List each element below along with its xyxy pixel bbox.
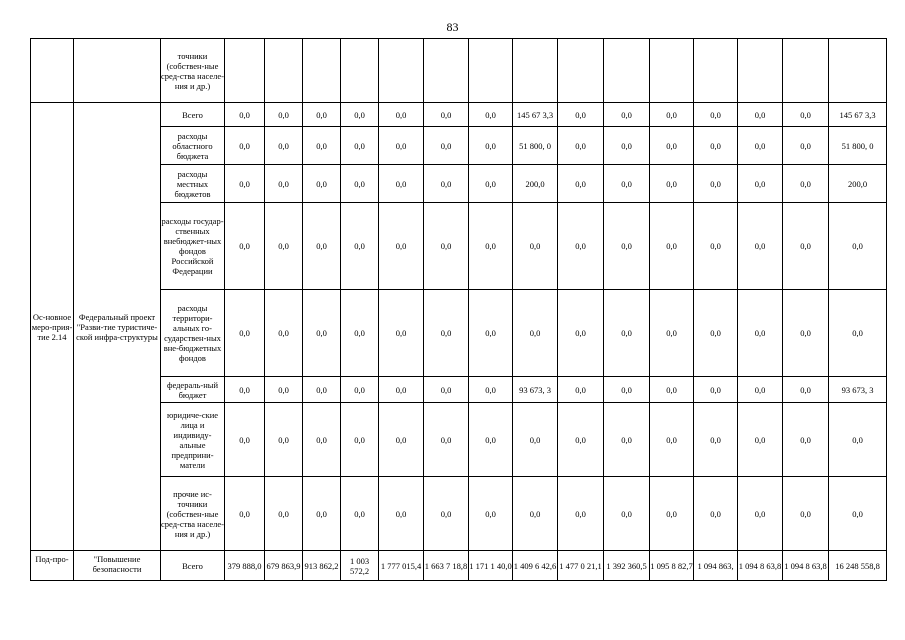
value-cell: 0,0 [604, 290, 650, 377]
value-cell: 0,0 [341, 403, 379, 477]
value-cell: 0,0 [694, 403, 738, 477]
value-cell: 0,0 [424, 103, 469, 127]
value-cell: 0,0 [829, 477, 887, 551]
value-cell: 0,0 [650, 165, 694, 203]
value-cell-empty [513, 39, 558, 103]
value-cell: 145 67 3,3 [513, 103, 558, 127]
value-cell: 0,0 [303, 403, 341, 477]
value-cell: 1 094 863, [694, 551, 738, 581]
value-cell: 0,0 [379, 103, 424, 127]
funding-source-cell: федераль-ный бюджет [161, 377, 225, 403]
value-cell: 1 409 6 42,6 [513, 551, 558, 581]
funding-source-cell: расходы государ-ственных внебюджет-ных фондов Российской Федерации [161, 203, 225, 290]
value-cell: 0,0 [694, 290, 738, 377]
value-cell: 0,0 [650, 203, 694, 290]
value-cell: 0,0 [604, 165, 650, 203]
value-cell: 0,0 [783, 165, 829, 203]
value-cell: 145 67 3,3 [829, 103, 887, 127]
value-cell: 0,0 [379, 477, 424, 551]
value-cell: 0,0 [424, 477, 469, 551]
value-cell: 0,0 [558, 377, 604, 403]
value-cell: 0,0 [783, 377, 829, 403]
value-cell: 0,0 [738, 403, 783, 477]
value-cell: 379 888,0 [225, 551, 265, 581]
value-cell: 0,0 [558, 127, 604, 165]
value-cell: 0,0 [469, 165, 513, 203]
value-cell: 0,0 [225, 403, 265, 477]
value-cell: 0,0 [265, 403, 303, 477]
value-cell: 0,0 [738, 377, 783, 403]
value-cell-empty [650, 39, 694, 103]
funding-source-cell: расходы областного бюджета [161, 127, 225, 165]
table-row [31, 103, 887, 127]
value-cell: 0,0 [265, 165, 303, 203]
value-cell: 1 094 8 63,8 [738, 551, 783, 581]
value-cell: 0,0 [379, 403, 424, 477]
code-cell-empty [31, 39, 74, 103]
value-cell: 1 777 015,4 [379, 551, 424, 581]
value-cell: 0,0 [225, 127, 265, 165]
funding-source-cell: расходы территори-альных го-сударствен-ных вне-бюджетных фондов [161, 290, 225, 377]
value-cell: 0,0 [558, 103, 604, 127]
subprogram-name-cell: "Повышение безопасности [74, 551, 161, 581]
value-cell-empty [225, 39, 265, 103]
value-cell: 0,0 [604, 477, 650, 551]
value-cell: 51 800, 0 [829, 127, 887, 165]
value-cell: 0,0 [469, 377, 513, 403]
value-cell: 0,0 [379, 377, 424, 403]
value-cell: 0,0 [783, 403, 829, 477]
value-cell: 0,0 [604, 103, 650, 127]
value-cell: 0,0 [265, 103, 303, 127]
value-cell-empty [424, 39, 469, 103]
value-cell: 0,0 [265, 377, 303, 403]
value-cell: 0,0 [783, 103, 829, 127]
value-cell: 0,0 [469, 103, 513, 127]
value-cell: 0,0 [650, 377, 694, 403]
value-cell: 0,0 [650, 127, 694, 165]
value-cell-empty [829, 39, 887, 103]
value-cell: 0,0 [424, 290, 469, 377]
value-cell: 0,0 [303, 103, 341, 127]
value-cell: 0,0 [379, 127, 424, 165]
value-cell: 0,0 [694, 103, 738, 127]
value-cell: 0,0 [341, 203, 379, 290]
table-row [31, 39, 887, 103]
value-cell: 93 673, 3 [513, 377, 558, 403]
value-cell: 0,0 [783, 290, 829, 377]
measure-name-cell: Федеральный проект "Разви-тие туристиче-ской инфра-структуры [74, 103, 161, 551]
value-cell: 0,0 [265, 477, 303, 551]
value-cell: 0,0 [469, 127, 513, 165]
value-cell: 51 800, 0 [513, 127, 558, 165]
funding-source-cell: Всего [161, 103, 225, 127]
value-cell-empty [783, 39, 829, 103]
value-cell: 0,0 [225, 103, 265, 127]
value-cell: 913 862,2 [303, 551, 341, 581]
value-cell: 0,0 [341, 127, 379, 165]
value-cell-empty [303, 39, 341, 103]
value-cell: 1 171 1 40,0 [469, 551, 513, 581]
value-cell: 0,0 [738, 127, 783, 165]
value-cell: 0,0 [225, 290, 265, 377]
value-cell: 0,0 [424, 203, 469, 290]
value-cell: 0,0 [303, 377, 341, 403]
value-cell: 0,0 [469, 403, 513, 477]
value-cell: 0,0 [738, 165, 783, 203]
value-cell: 0,0 [225, 203, 265, 290]
value-cell: 0,0 [694, 203, 738, 290]
value-cell: 0,0 [513, 203, 558, 290]
value-cell: 0,0 [469, 290, 513, 377]
value-cell: 0,0 [783, 127, 829, 165]
value-cell: 0,0 [738, 290, 783, 377]
value-cell: 0,0 [694, 127, 738, 165]
value-cell: 0,0 [424, 403, 469, 477]
value-cell: 0,0 [558, 290, 604, 377]
value-cell: 0,0 [604, 377, 650, 403]
value-cell: 0,0 [341, 290, 379, 377]
value-cell: 0,0 [265, 290, 303, 377]
value-cell: 0,0 [341, 103, 379, 127]
value-cell: 200,0 [513, 165, 558, 203]
value-cell: 0,0 [341, 477, 379, 551]
value-cell: 0,0 [738, 203, 783, 290]
funding-source-cell: точники (собствен-ные сред-ства населе-ния и др.) [161, 39, 225, 103]
value-cell: 0,0 [650, 290, 694, 377]
value-cell: 0,0 [558, 477, 604, 551]
value-cell: 0,0 [738, 103, 783, 127]
value-cell: 0,0 [604, 403, 650, 477]
value-cell: 0,0 [513, 290, 558, 377]
value-cell: 0,0 [694, 165, 738, 203]
value-cell: 0,0 [604, 203, 650, 290]
value-cell: 0,0 [650, 477, 694, 551]
value-cell: 0,0 [694, 377, 738, 403]
funding-source-cell: расходы местных бюджетов [161, 165, 225, 203]
value-cell: 0,0 [303, 477, 341, 551]
value-cell-empty [469, 39, 513, 103]
subprogram-code-cell: Под-про- [31, 551, 74, 581]
value-cell: 0,0 [303, 127, 341, 165]
value-cell: 0,0 [694, 477, 738, 551]
value-cell: 0,0 [379, 290, 424, 377]
value-cell: 0,0 [265, 203, 303, 290]
value-cell: 0,0 [783, 203, 829, 290]
value-cell-empty [265, 39, 303, 103]
value-cell: 0,0 [225, 477, 265, 551]
value-cell: 0,0 [650, 103, 694, 127]
value-cell: 0,0 [558, 165, 604, 203]
value-cell: 1 392 360,5 [604, 551, 650, 581]
value-cell: 1 003 572,2 [341, 551, 379, 581]
value-cell: 0,0 [379, 203, 424, 290]
value-cell: 0,0 [829, 403, 887, 477]
value-cell: 0,0 [303, 165, 341, 203]
value-cell-empty [694, 39, 738, 103]
value-cell: 679 863,9 [265, 551, 303, 581]
value-cell: 0,0 [225, 165, 265, 203]
value-cell: 0,0 [513, 403, 558, 477]
value-cell: 0,0 [424, 165, 469, 203]
budget-table [30, 38, 887, 581]
value-cell: 0,0 [604, 127, 650, 165]
value-cell: 200,0 [829, 165, 887, 203]
value-cell: 1 095 8 82,7 [650, 551, 694, 581]
value-cell-empty [558, 39, 604, 103]
value-cell: 0,0 [829, 203, 887, 290]
funding-source-cell: Всего [161, 551, 225, 581]
value-cell: 0,0 [303, 203, 341, 290]
value-cell: 0,0 [469, 203, 513, 290]
name-cell-empty [74, 39, 161, 103]
value-cell: 16 248 558,8 [829, 551, 887, 581]
value-cell: 0,0 [513, 477, 558, 551]
funding-source-cell: прочие ис-точники (собствен-ные сред-ства населе-ния и др.) [161, 477, 225, 551]
value-cell: 0,0 [303, 290, 341, 377]
measure-code-cell: Ос-новное меро-прия-тие 2.14 [31, 103, 74, 551]
value-cell: 0,0 [558, 403, 604, 477]
value-cell: 0,0 [225, 377, 265, 403]
value-cell-empty [604, 39, 650, 103]
value-cell: 0,0 [341, 165, 379, 203]
value-cell: 0,0 [829, 290, 887, 377]
value-cell: 0,0 [265, 127, 303, 165]
table-row [31, 551, 887, 581]
value-cell: 1 663 7 18,8 [424, 551, 469, 581]
table-body [31, 39, 887, 581]
value-cell: 0,0 [783, 477, 829, 551]
value-cell: 0,0 [424, 127, 469, 165]
value-cell: 93 673, 3 [829, 377, 887, 403]
value-cell: 0,0 [650, 403, 694, 477]
value-cell-empty [341, 39, 379, 103]
value-cell: 0,0 [738, 477, 783, 551]
value-cell-empty [738, 39, 783, 103]
value-cell-empty [379, 39, 424, 103]
value-cell: 1 094 8 63,8 [783, 551, 829, 581]
funding-source-cell: юридиче-ские лица и индивиду-альные предприни-матели [161, 403, 225, 477]
value-cell: 0,0 [558, 203, 604, 290]
value-cell: 1 477 0 21,1 [558, 551, 604, 581]
value-cell: 0,0 [379, 165, 424, 203]
value-cell: 0,0 [424, 377, 469, 403]
page-number: 83 [446, 20, 459, 34]
value-cell: 0,0 [341, 377, 379, 403]
value-cell: 0,0 [469, 477, 513, 551]
